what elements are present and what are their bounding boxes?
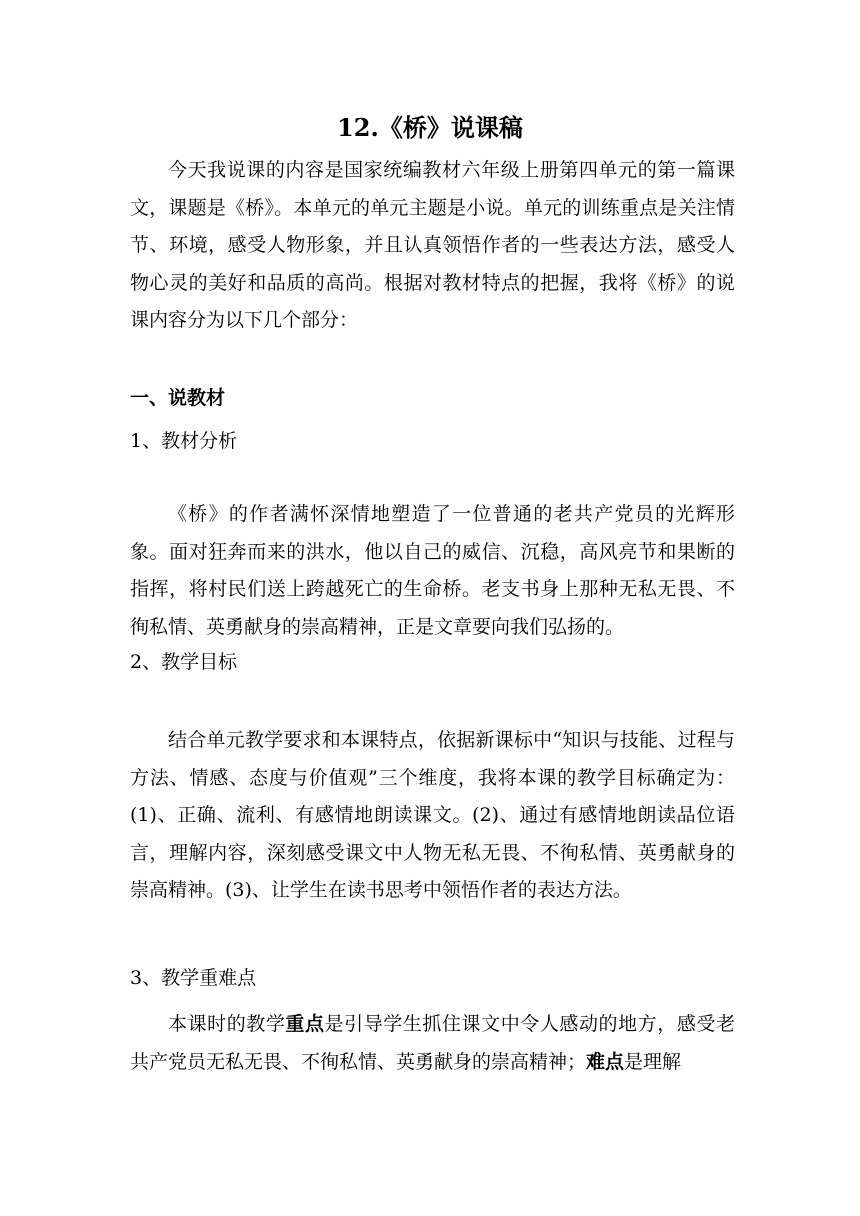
key-points-paragraph bbox=[130, 1006, 735, 1081]
subheading-material-analysis: 1、教材分析 bbox=[130, 430, 238, 452]
material-analysis-paragraph: 《桥》的作者满怀深情地塑造了一位普通的老共产党员的光辉形象。面对狂奔而来的洪水，他以自己的威信、沉稳，高风亮节和果断的指挥，将村民们送上跨越死亡的生命桥。老支书身上那种无私无畏、不徇私情、英勇献身的崇高精神，正是文章要向我们弘扬的。 bbox=[130, 503, 735, 638]
key-point-label: 重点 bbox=[285, 1013, 325, 1035]
teaching-goals-paragraph: 结合单元教学要求和本课特点，依据新课标中“知识与技能、过程与方法、情感、态度与价值观”三个维度，我将本课的教学目标确定为：(1)、正确、流利、有感情地朗读课文。(2)、通过有感情地朗读品位语言，理解内容，深刻感受课文中人物无私无畏、不徇私情、英勇献身的崇高精神。(3)、让学生在读书思考中领悟作者的表达方法。 bbox=[130, 729, 735, 901]
key-points-text-2: 是引导学生抓住课文中令人感动的地方，感受老共产党员无私无畏、不徇私情、英勇献身的崇高精神； bbox=[130, 1013, 735, 1073]
difficult-point-label: 难点 bbox=[586, 1050, 625, 1073]
section-heading-teaching-material: 一、说教材 bbox=[130, 387, 226, 409]
intro-paragraph: 今天我说课的内容是国家统编教材六年级上册第四单元的第一篇课文，课题是《桥》。本单元的单元主题是小说。单元的训练重点是关注情节、环境，感受人物形象，并且认真领悟作者的一些表达方法，感受人物心灵的美好和品质的高尚。根据对教材特点的把握，我将《桥》的说课内容分为以下几个部分： bbox=[130, 159, 735, 331]
document-title: 12.《桥》说课稿 bbox=[337, 113, 523, 142]
subheading-key-difficult-points: 3、教学重难点 bbox=[130, 967, 257, 989]
key-points-text-3: 是理解 bbox=[624, 1050, 682, 1073]
subheading-teaching-goals: 2、教学目标 bbox=[130, 651, 238, 673]
key-points-text-1: 本课时的教学 bbox=[168, 1013, 286, 1035]
